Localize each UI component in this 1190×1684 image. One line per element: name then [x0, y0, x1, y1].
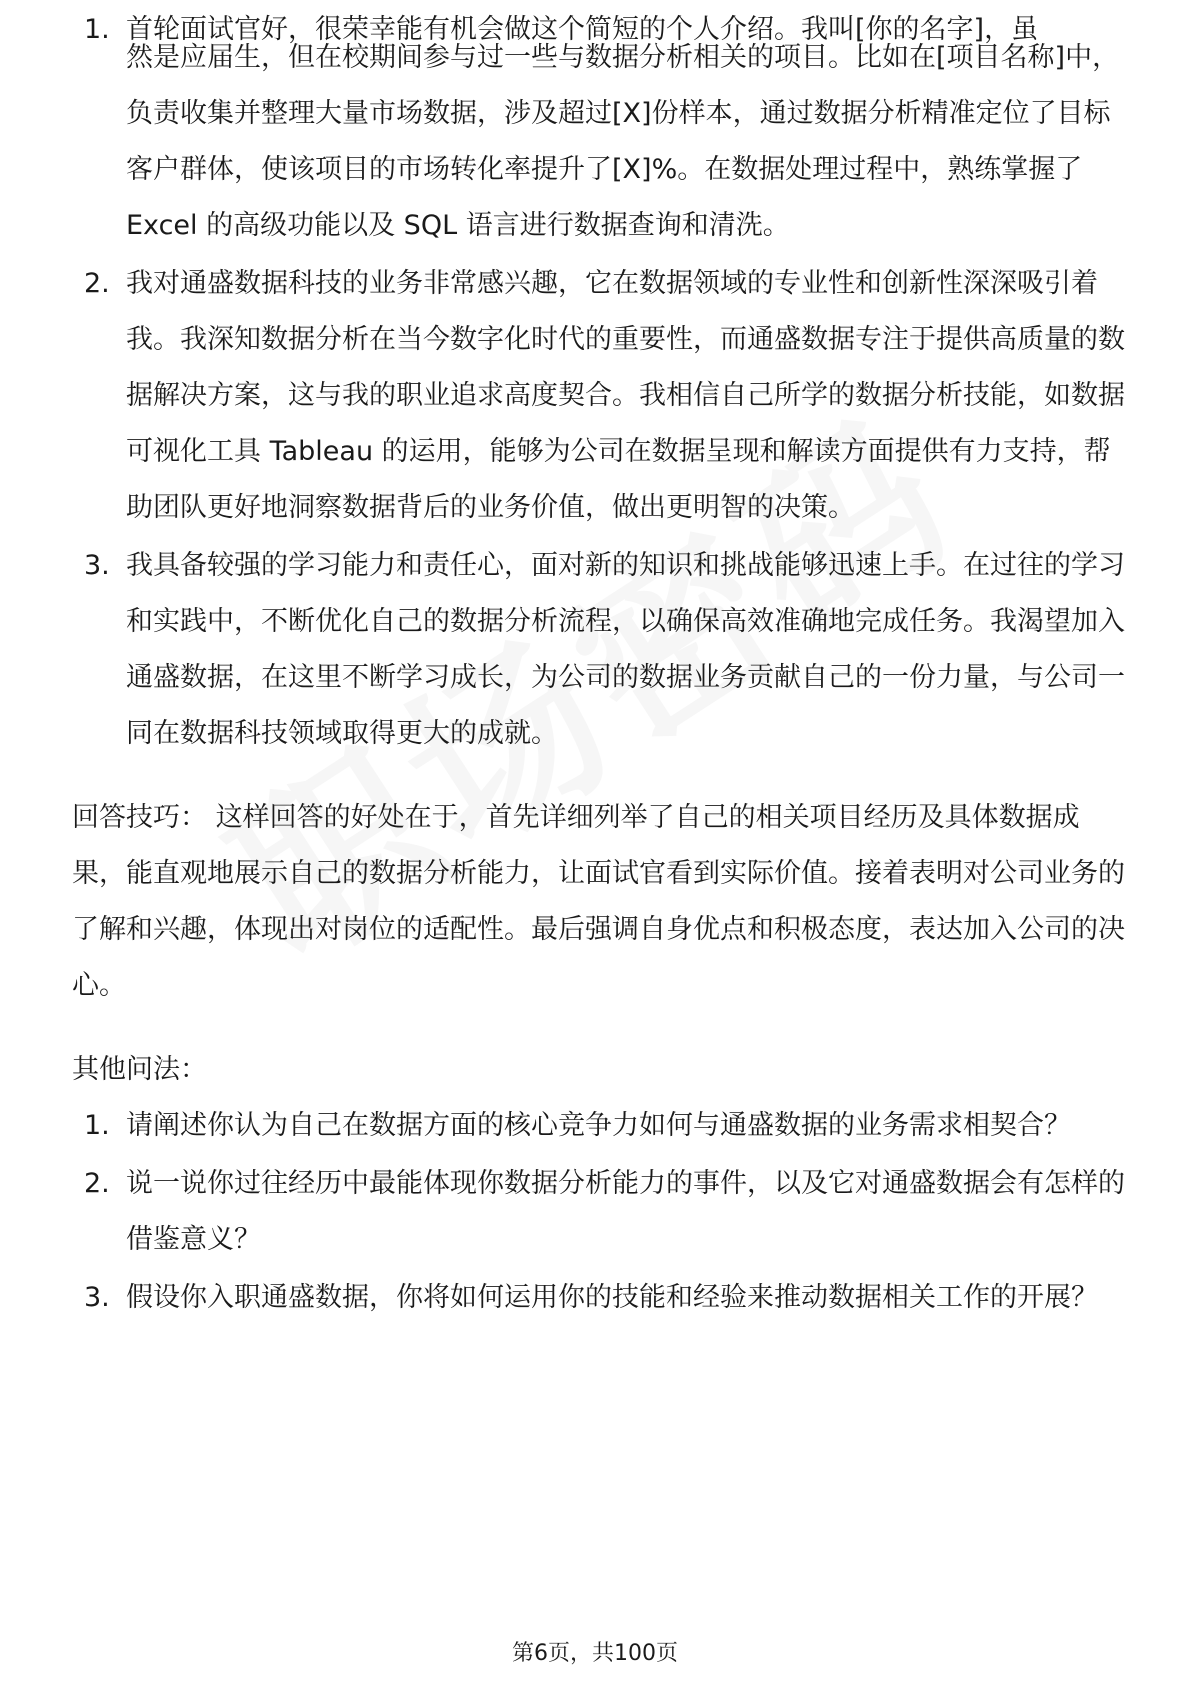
list-item-text: 请阐述你认为自己在数据方面的核心竞争力如何与通盛数据的业务需求相契合？ — [126, 1110, 1071, 1141]
list-item-text: 说一说你过往经历中最能体现你数据分析能力的事件，以及它对通盛数据会有怎样的借鉴意义？ — [126, 1168, 1125, 1255]
page-footer: 第6页，共100页 — [512, 1641, 678, 1666]
list-number: 3. — [84, 550, 110, 581]
clipped-line: 首轮面试官好，很荣幸能有机会做这个简短的个人介绍。我叫[你的名字]，虽 — [126, 14, 1039, 45]
list-item — [72, 1270, 1132, 1326]
list-item — [72, 1098, 1132, 1154]
list-number: 2. — [84, 268, 110, 299]
list-number: 2. — [84, 1168, 110, 1199]
list-item — [72, 256, 1132, 536]
list-item-text: 我对通盛数据科技的业务非常感兴趣，它在数据领域的专业性和创新性深深吸引着我。我深知数据分析在当今数字化时代的重要性，而通盛数据专注于提供高质量的数据解决方案，这与我的职业追求高度契合。我相信自己所学的数据分析技能，如数据可视化工具 Tableau 的运用，能够为公司在数据呈现和解读方面提供有力支持，帮助团队更好地洞察数据背后的业务价值，做出更明智的决策。 — [126, 268, 1125, 523]
answer-tips: 回答技巧： 这样回答的好处在于，首先详细列举了自己的相关项目经历及具体数据成果，能直观地展示自己的数据分析能力，让面试官看到实际价值。接着表明对公司业务的了解和兴趣，体现出对岗位的适配性。最后强调自身优点和积极态度，表达加入公司的决心。 — [72, 802, 1125, 1001]
list-item-text: 然是应届生，但在校期间参与过一些与数据分析相关的项目。比如在[项目名称]中，负责收集并整理大量市场数据，涉及超过[X]份样本，通过数据分析精准定位了目标客户群体，使该项目的市场转化率提升了[X]%。在数据处理过程中，熟练掌握了 Excel 的高级功能以及 SQL 语言进行数据查询和清洗。 — [126, 42, 1120, 241]
answer-list — [72, 2, 1132, 762]
list-item-text: 假设你入职通盛数据，你将如何运用你的技能和经验来推动数据相关工作的开展？ — [126, 1282, 1098, 1313]
other-questions-list — [72, 1098, 1132, 1326]
list-number: 1. — [84, 14, 110, 45]
list-item-text: 我具备较强的学习能力和责任心，面对新的知识和挑战能够迅速上手。在过往的学习和实践中，不断优化自己的数据分析流程，以确保高效准确地完成任务。我渴望加入通盛数据，在这里不断学习成长，为公司的数据业务贡献自己的一份力量，与公司一同在数据科技领域取得更大的成就。 — [126, 550, 1125, 749]
list-item — [72, 1156, 1132, 1268]
list-item — [72, 538, 1132, 762]
other-questions-title: 其他问法： — [72, 1054, 207, 1085]
list-number: 1. — [84, 1110, 110, 1141]
list-item — [72, 2, 1132, 254]
page-content — [72, 14, 1132, 1328]
list-number: 3. — [84, 1282, 110, 1313]
